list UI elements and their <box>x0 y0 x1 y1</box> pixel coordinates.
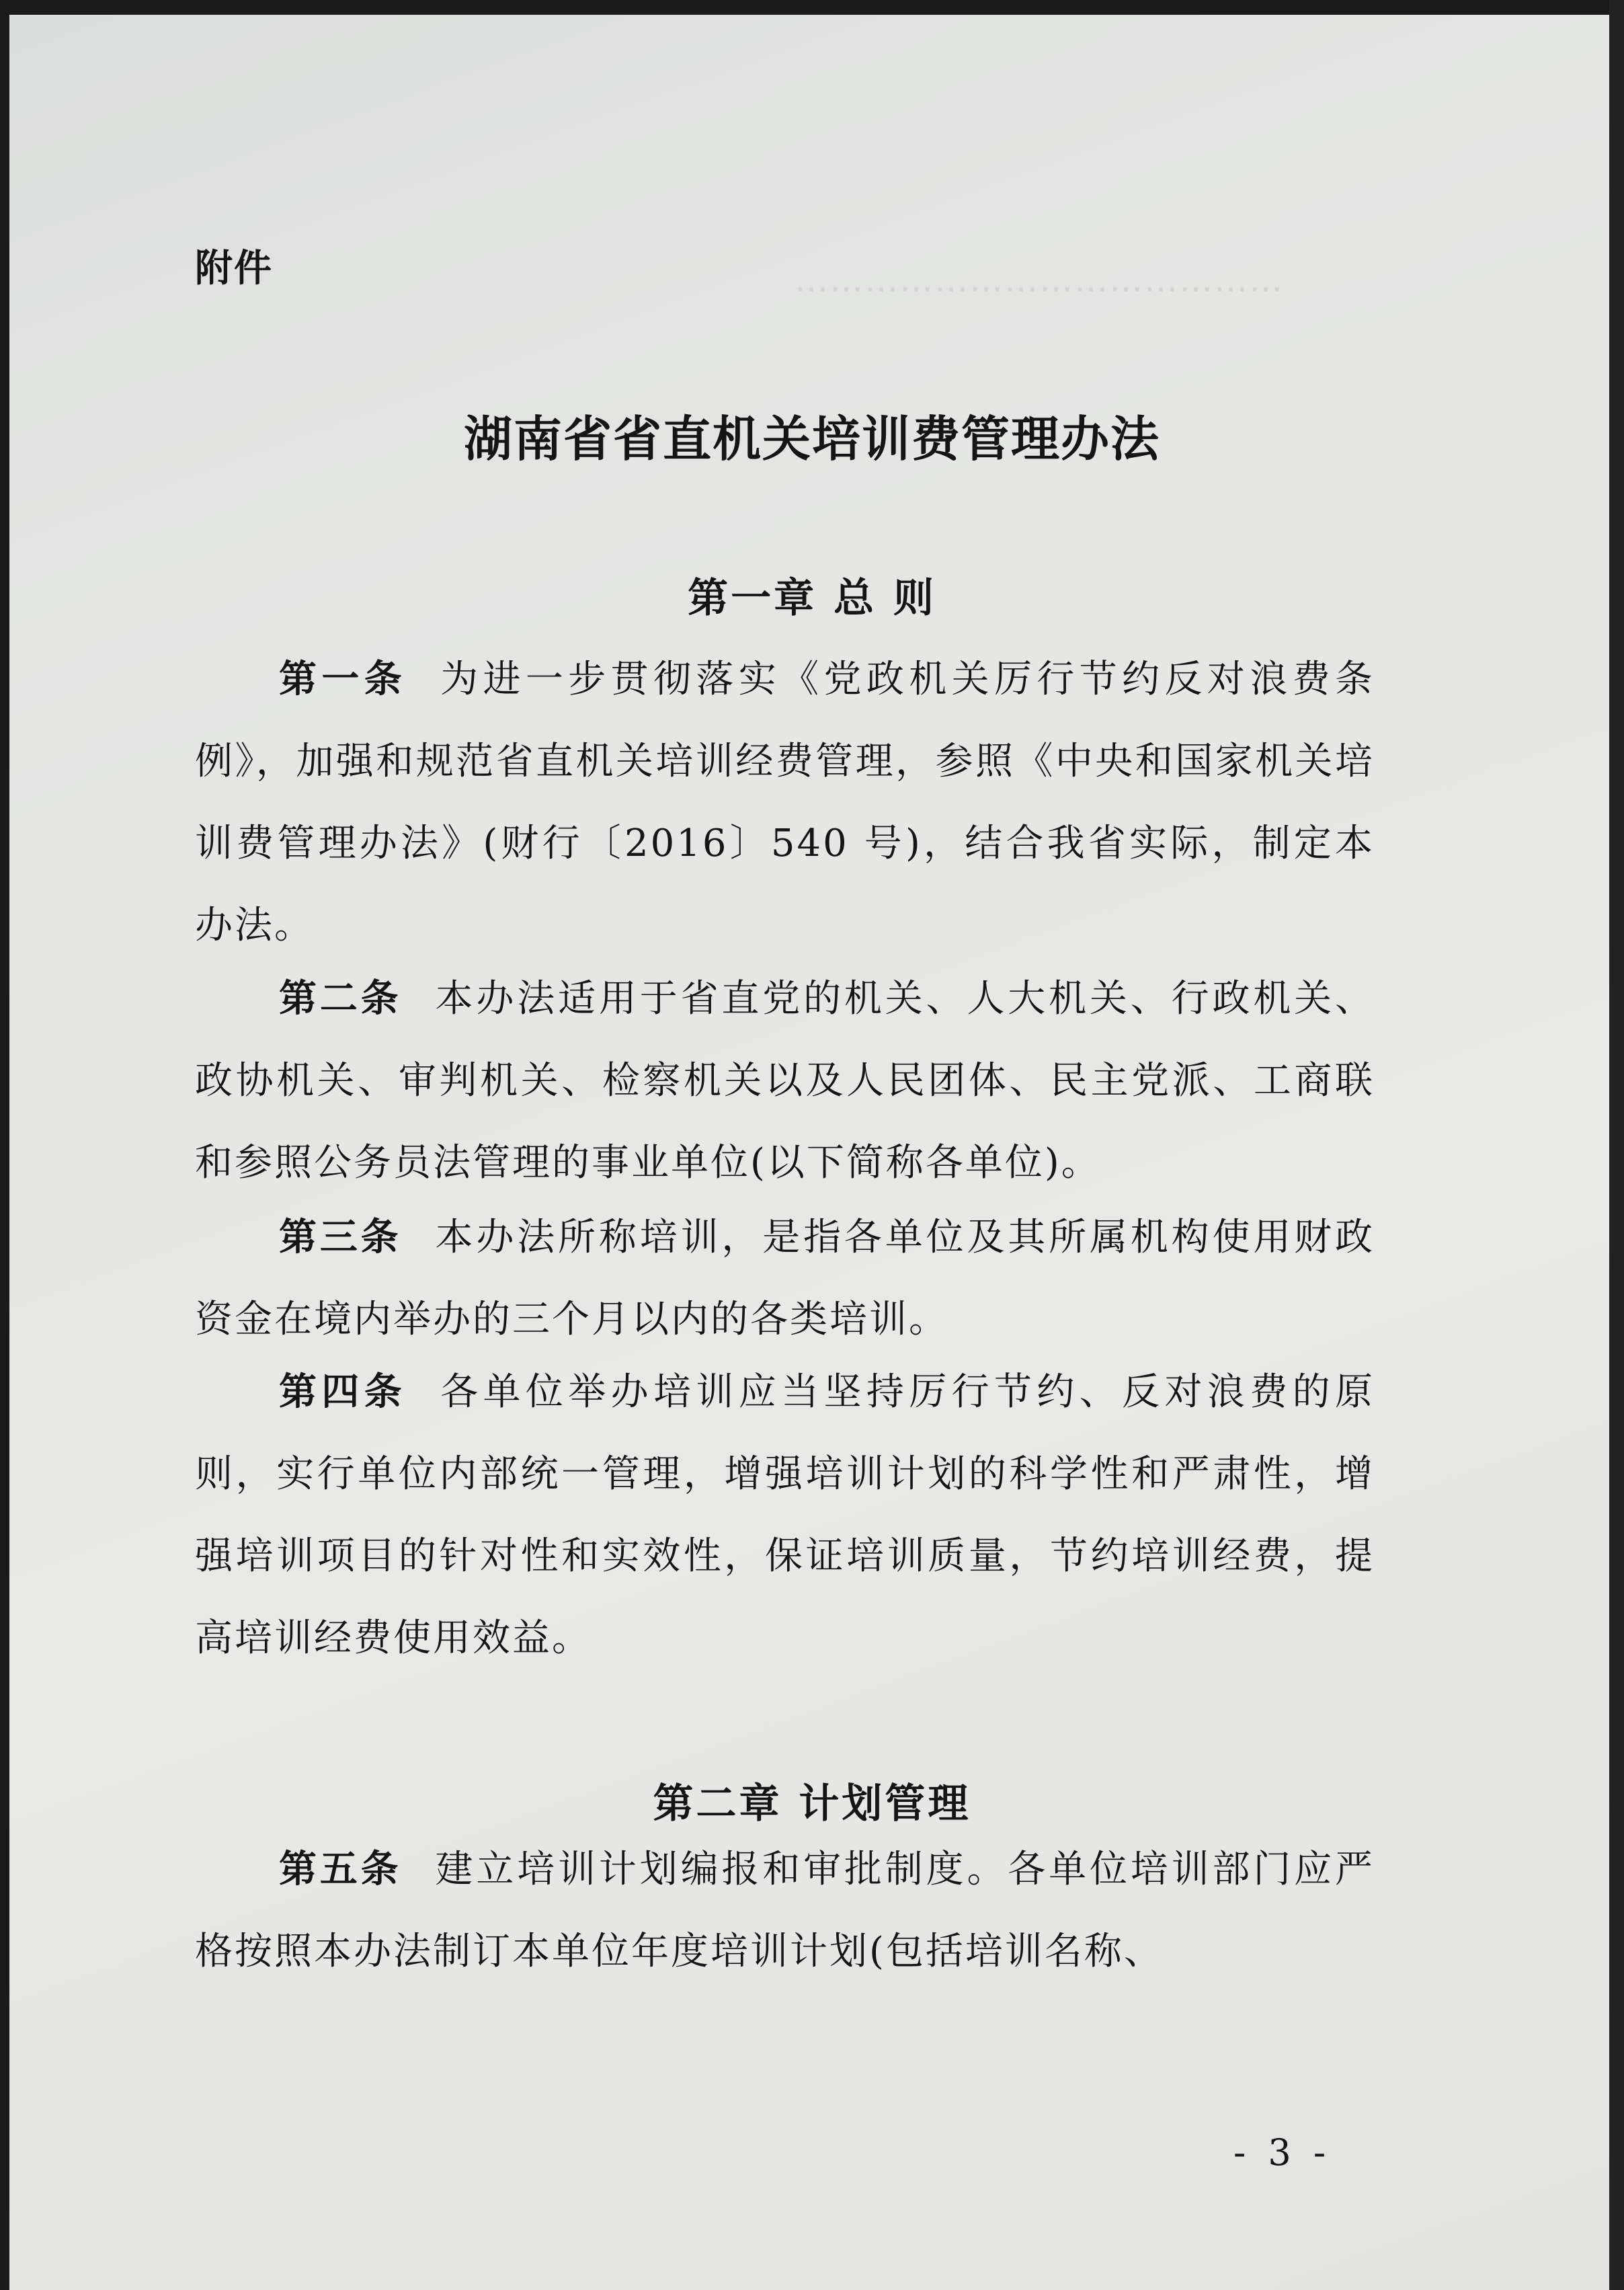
article-1-text: 为进一步贯彻落实《党政机关厉行节约反对浪费条例》，加强和规范省直机关培训经费管理，参照《中央和国家机关培训费管理办法》(财行〔2016〕540 号)，结合我省实际，制定本办法。 <box>195 658 1375 947</box>
article-2 <box>195 958 1375 1204</box>
article-3 <box>195 1197 1375 1361</box>
chapter-2-heading: 第二章 计划管理 <box>653 1780 971 1827</box>
scan-border-left <box>0 0 9 2290</box>
scan-border-top <box>0 0 1624 15</box>
article-1-label: 第一条 <box>279 658 407 701</box>
article-5 <box>195 1829 1375 1993</box>
article-5-label: 第五条 <box>279 1848 402 1891</box>
article-2-label: 第二条 <box>279 977 402 1021</box>
article-1 <box>195 639 1375 967</box>
article-4 <box>195 1351 1375 1680</box>
scan-border-right <box>1609 0 1624 2290</box>
article-5-text: 建立培训计划编报和审批制度。各单位培训部门应严格按照本办法制订本单位年度培训计划(包括培训名称、 <box>195 1848 1375 1973</box>
article-4-label: 第四条 <box>279 1370 407 1414</box>
article-3-text: 本办法所称培训，是指各单位及其所属机构使用财政资金在境内举办的三个月以内的各类培训。 <box>195 1216 1375 1341</box>
show-through-texture: ⋯⋯⋯⋯⋯⋯⋯⋯⋯⋯⋯⋯⋯⋯ <box>793 269 1283 308</box>
chapter-1-heading: 第一章 总 则 <box>688 575 936 622</box>
article-3-label: 第三条 <box>279 1216 402 1259</box>
article-2-text: 本办法适用于省直党的机关、人大机关、行政机关、政协机关、审判机关、检察机关以及人民团体、民主党派、工商联和参照公务员法管理的事业单位(以下简称各单位)。 <box>195 977 1375 1185</box>
page-number: - 3 - <box>1233 2131 1332 2174</box>
article-4-text: 各单位举办培训应当坚持厉行节约、反对浪费的原则，实行单位内部统一管理，增强培训计划的科学性和严肃性，增强培训项目的针对性和实效性，保证培训质量，节约培训经费，提高培训经费使用效益。 <box>195 1370 1375 1660</box>
document-title: 湖南省省直机关培训费管理办法 <box>463 411 1160 467</box>
attachment-label: 附件 <box>195 247 273 290</box>
